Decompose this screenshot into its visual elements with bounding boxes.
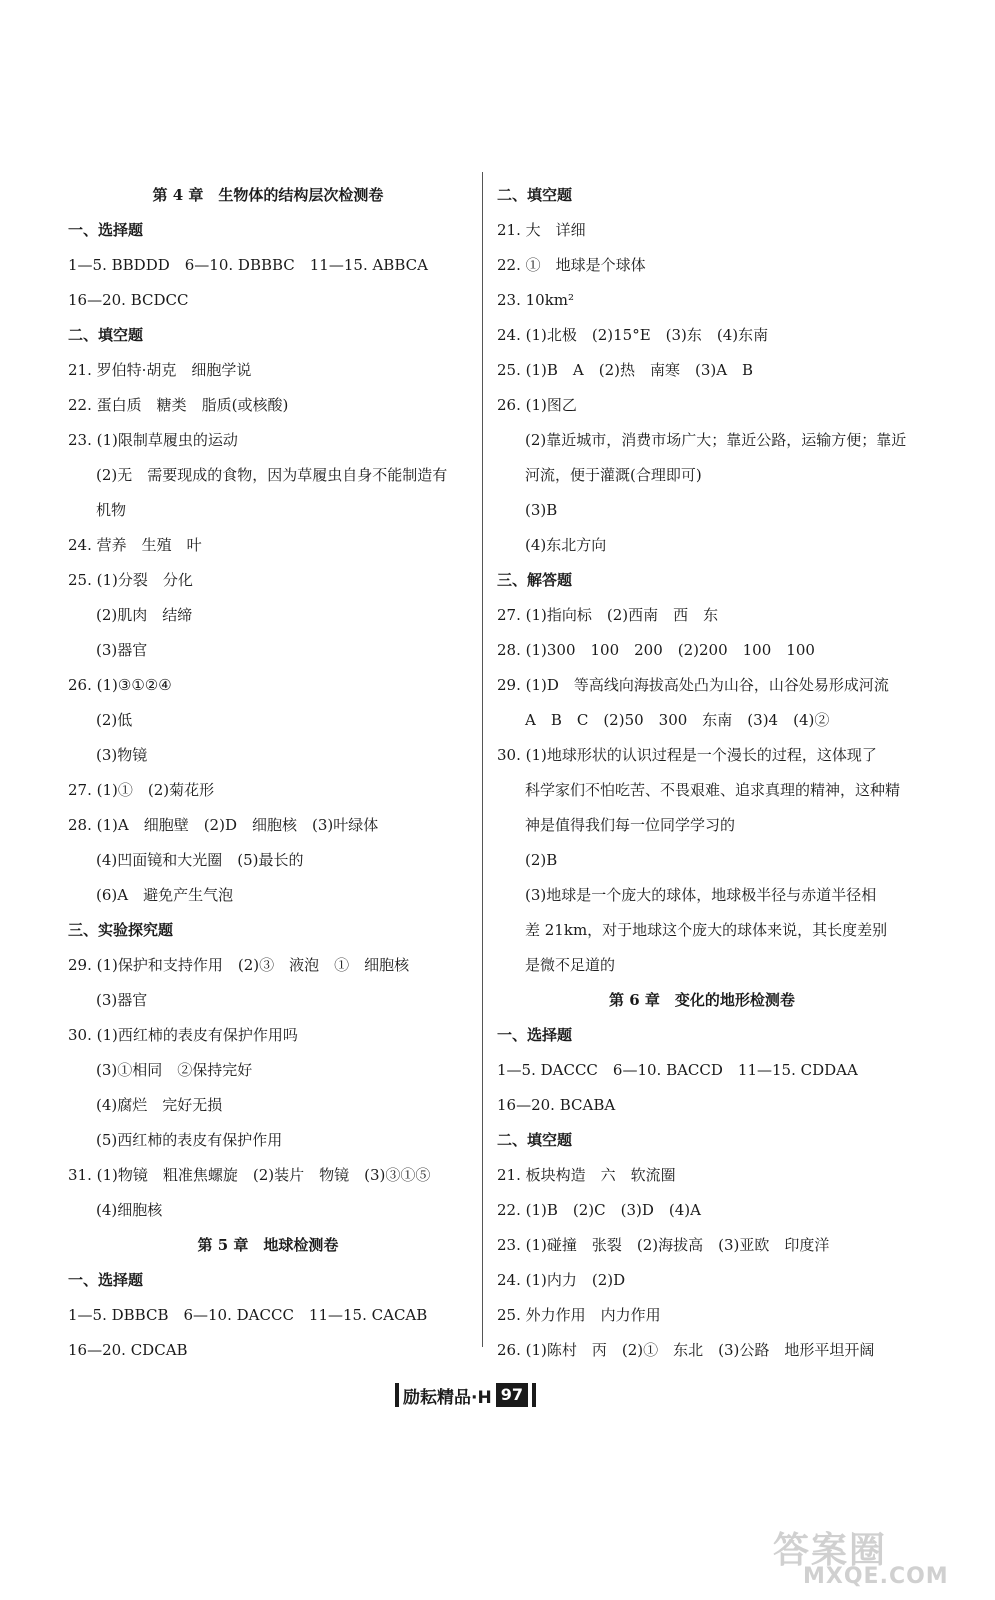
section-heading: 一、选择题 (68, 221, 144, 239)
answer-line: 21. 罗伯特·胡克 细胞学说 (68, 361, 252, 379)
section-heading: 一、选择题 (68, 1271, 144, 1289)
footer-brand: 励耘精品·H (403, 1387, 492, 1408)
answer-line: 25. 外力作用 内力作用 (497, 1306, 661, 1324)
answer-line: 28. (1)300 100 200 (2)200 100 100 (497, 641, 815, 659)
answer-line: 25. (1)B A (2)热 南寒 (3)A B (497, 361, 754, 379)
answer-line: 21. 板块构造 六 软流圈 (497, 1166, 676, 1184)
answer-line: 科学家们不怕吃苦、不畏艰难、追求真理的精神，这种精 (525, 781, 901, 799)
answer-line: 26. (1)图乙 (497, 396, 577, 414)
answer-line: (4)细胞核 (96, 1201, 163, 1219)
answer-line: 29. (1)保护和支持作用 (2)③ 液泡 ① 细胞核 (68, 956, 410, 974)
answer-line: 29. (1)D 等高线向海拔高处凸为山谷，山谷处易形成河流 (497, 676, 889, 694)
answer-line: (4)东北方向 (525, 536, 607, 554)
answer-line: (3)器官 (96, 991, 148, 1009)
page-footer (395, 1380, 536, 1410)
answer-line: 24. 营养 生殖 叶 (68, 536, 202, 554)
answer-line: (4)凹面镜和大光圈 (5)最长的 (96, 851, 304, 869)
answer-line: 23. (1)限制草履虫的运动 (68, 431, 238, 449)
answer-line: 22. (1)B (2)C (3)D (4)A (497, 1201, 701, 1219)
answer-line: 1—5. DACCC 6—10. BACCD 11—15. CDDAA (497, 1061, 858, 1079)
answer-line: 神是值得我们每一位同学学习的 (525, 816, 736, 834)
section-heading: 三、实验探究题 (68, 921, 174, 939)
watermark-en: MXQE.COM (803, 1564, 949, 1589)
chapter-title: 第 6 章 变化的地形检测卷 (609, 991, 795, 1009)
answer-line: 23. (1)碰撞 张裂 (2)海拔高 (3)亚欧 印度洋 (497, 1236, 830, 1254)
chapter-title: 第 5 章 地球检测卷 (197, 1236, 339, 1254)
answer-line: 30. (1)地球形状的认识过程是一个漫长的过程，这体现了 (497, 746, 877, 764)
answer-line: 21. 大 详细 (497, 221, 586, 239)
page-number: 97 (496, 1383, 528, 1407)
answer-line: (2)靠近城市，消费市场广大；靠近公路，运输方便；靠近 (525, 431, 907, 449)
watermark-logo (773, 1522, 983, 1594)
answer-line: (3)器官 (96, 641, 148, 659)
answer-line: 26. (1)③①②④ (68, 676, 172, 694)
answer-line: (2)肌肉 结缔 (96, 606, 193, 624)
answer-line: 23. 10km² (497, 291, 575, 309)
answer-line: 差 21km，对于地球这个庞大的球体来说，其长度差别 (525, 921, 888, 939)
right-column (497, 178, 907, 1368)
footer-left-bar (395, 1383, 399, 1407)
answer-line: 27. (1)① (2)菊花形 (68, 781, 215, 799)
answer-line: (2)低 (96, 711, 133, 729)
answer-line: 24. (1)内力 (2)D (497, 1271, 626, 1289)
answer-line: (3)物镜 (96, 746, 148, 764)
footer-right-bar (532, 1383, 536, 1407)
answer-line: 26. (1)陈村 丙 (2)① 东北 (3)公路 地形平坦开阔 (497, 1341, 875, 1359)
column-divider (482, 172, 483, 1347)
section-heading: 二、填空题 (497, 1131, 573, 1149)
answer-line: (2)B (525, 851, 558, 869)
answer-line: 1—5. BBDDD 6—10. DBBBC 11—15. ABBCA (68, 256, 428, 274)
answer-line: (5)西红柿的表皮有保护作用 (96, 1131, 283, 1149)
answer-line: 25. (1)分裂 分化 (68, 571, 193, 589)
answer-line: 机物 (96, 501, 127, 519)
watermark-cn: 答案圈 (773, 1530, 888, 1571)
answer-line: (2)无 需要现成的食物，因为草履虫自身不能制造有 (96, 466, 448, 484)
answer-line: 16—20. BCABA (497, 1096, 616, 1114)
answer-line: 1—5. DBBCB 6—10. DACCC 11—15. CACAB (68, 1306, 428, 1324)
section-heading: 二、填空题 (68, 326, 144, 344)
answer-line: (3)B (525, 501, 558, 519)
section-heading: 一、选择题 (497, 1026, 573, 1044)
answer-line: 是微不足道的 (525, 956, 616, 974)
answer-line: 24. (1)北极 (2)15°E (3)东 (4)东南 (497, 326, 769, 344)
left-column (68, 178, 468, 1368)
answer-line: 16—20. CDCAB (68, 1341, 188, 1359)
answer-line: (4)腐烂 完好无损 (96, 1096, 223, 1114)
section-heading: 三、解答题 (497, 571, 573, 589)
answer-line: 30. (1)西红柿的表皮有保护作用吗 (68, 1026, 298, 1044)
answer-line: 16—20. BCDCC (68, 291, 189, 309)
answer-line: 22. ① 地球是个球体 (497, 256, 646, 274)
answer-line: A B C (2)50 300 东南 (3)4 (4)② (525, 711, 830, 729)
answer-line: 22. 蛋白质 糖类 脂质(或核酸) (68, 396, 289, 414)
chapter-title: 第 4 章 生物体的结构层次检测卷 (152, 186, 384, 204)
section-heading: 二、填空题 (497, 186, 573, 204)
answer-line: 31. (1)物镜 粗准焦螺旋 (2)装片 物镜 (3)③①⑤ (68, 1166, 431, 1184)
answer-line: (3)①相同 ②保持完好 (96, 1061, 253, 1079)
answer-line: 27. (1)指向标 (2)西南 西 东 (497, 606, 719, 624)
answer-line: 28. (1)A 细胞壁 (2)D 细胞核 (3)叶绿体 (68, 816, 379, 834)
answer-line: (3)地球是一个庞大的球体，地球极半径与赤道半径相 (525, 886, 877, 904)
answer-line: (6)A 避免产生气泡 (96, 886, 234, 904)
answer-line: 河流，便于灌溉(合理即可) (525, 466, 702, 484)
